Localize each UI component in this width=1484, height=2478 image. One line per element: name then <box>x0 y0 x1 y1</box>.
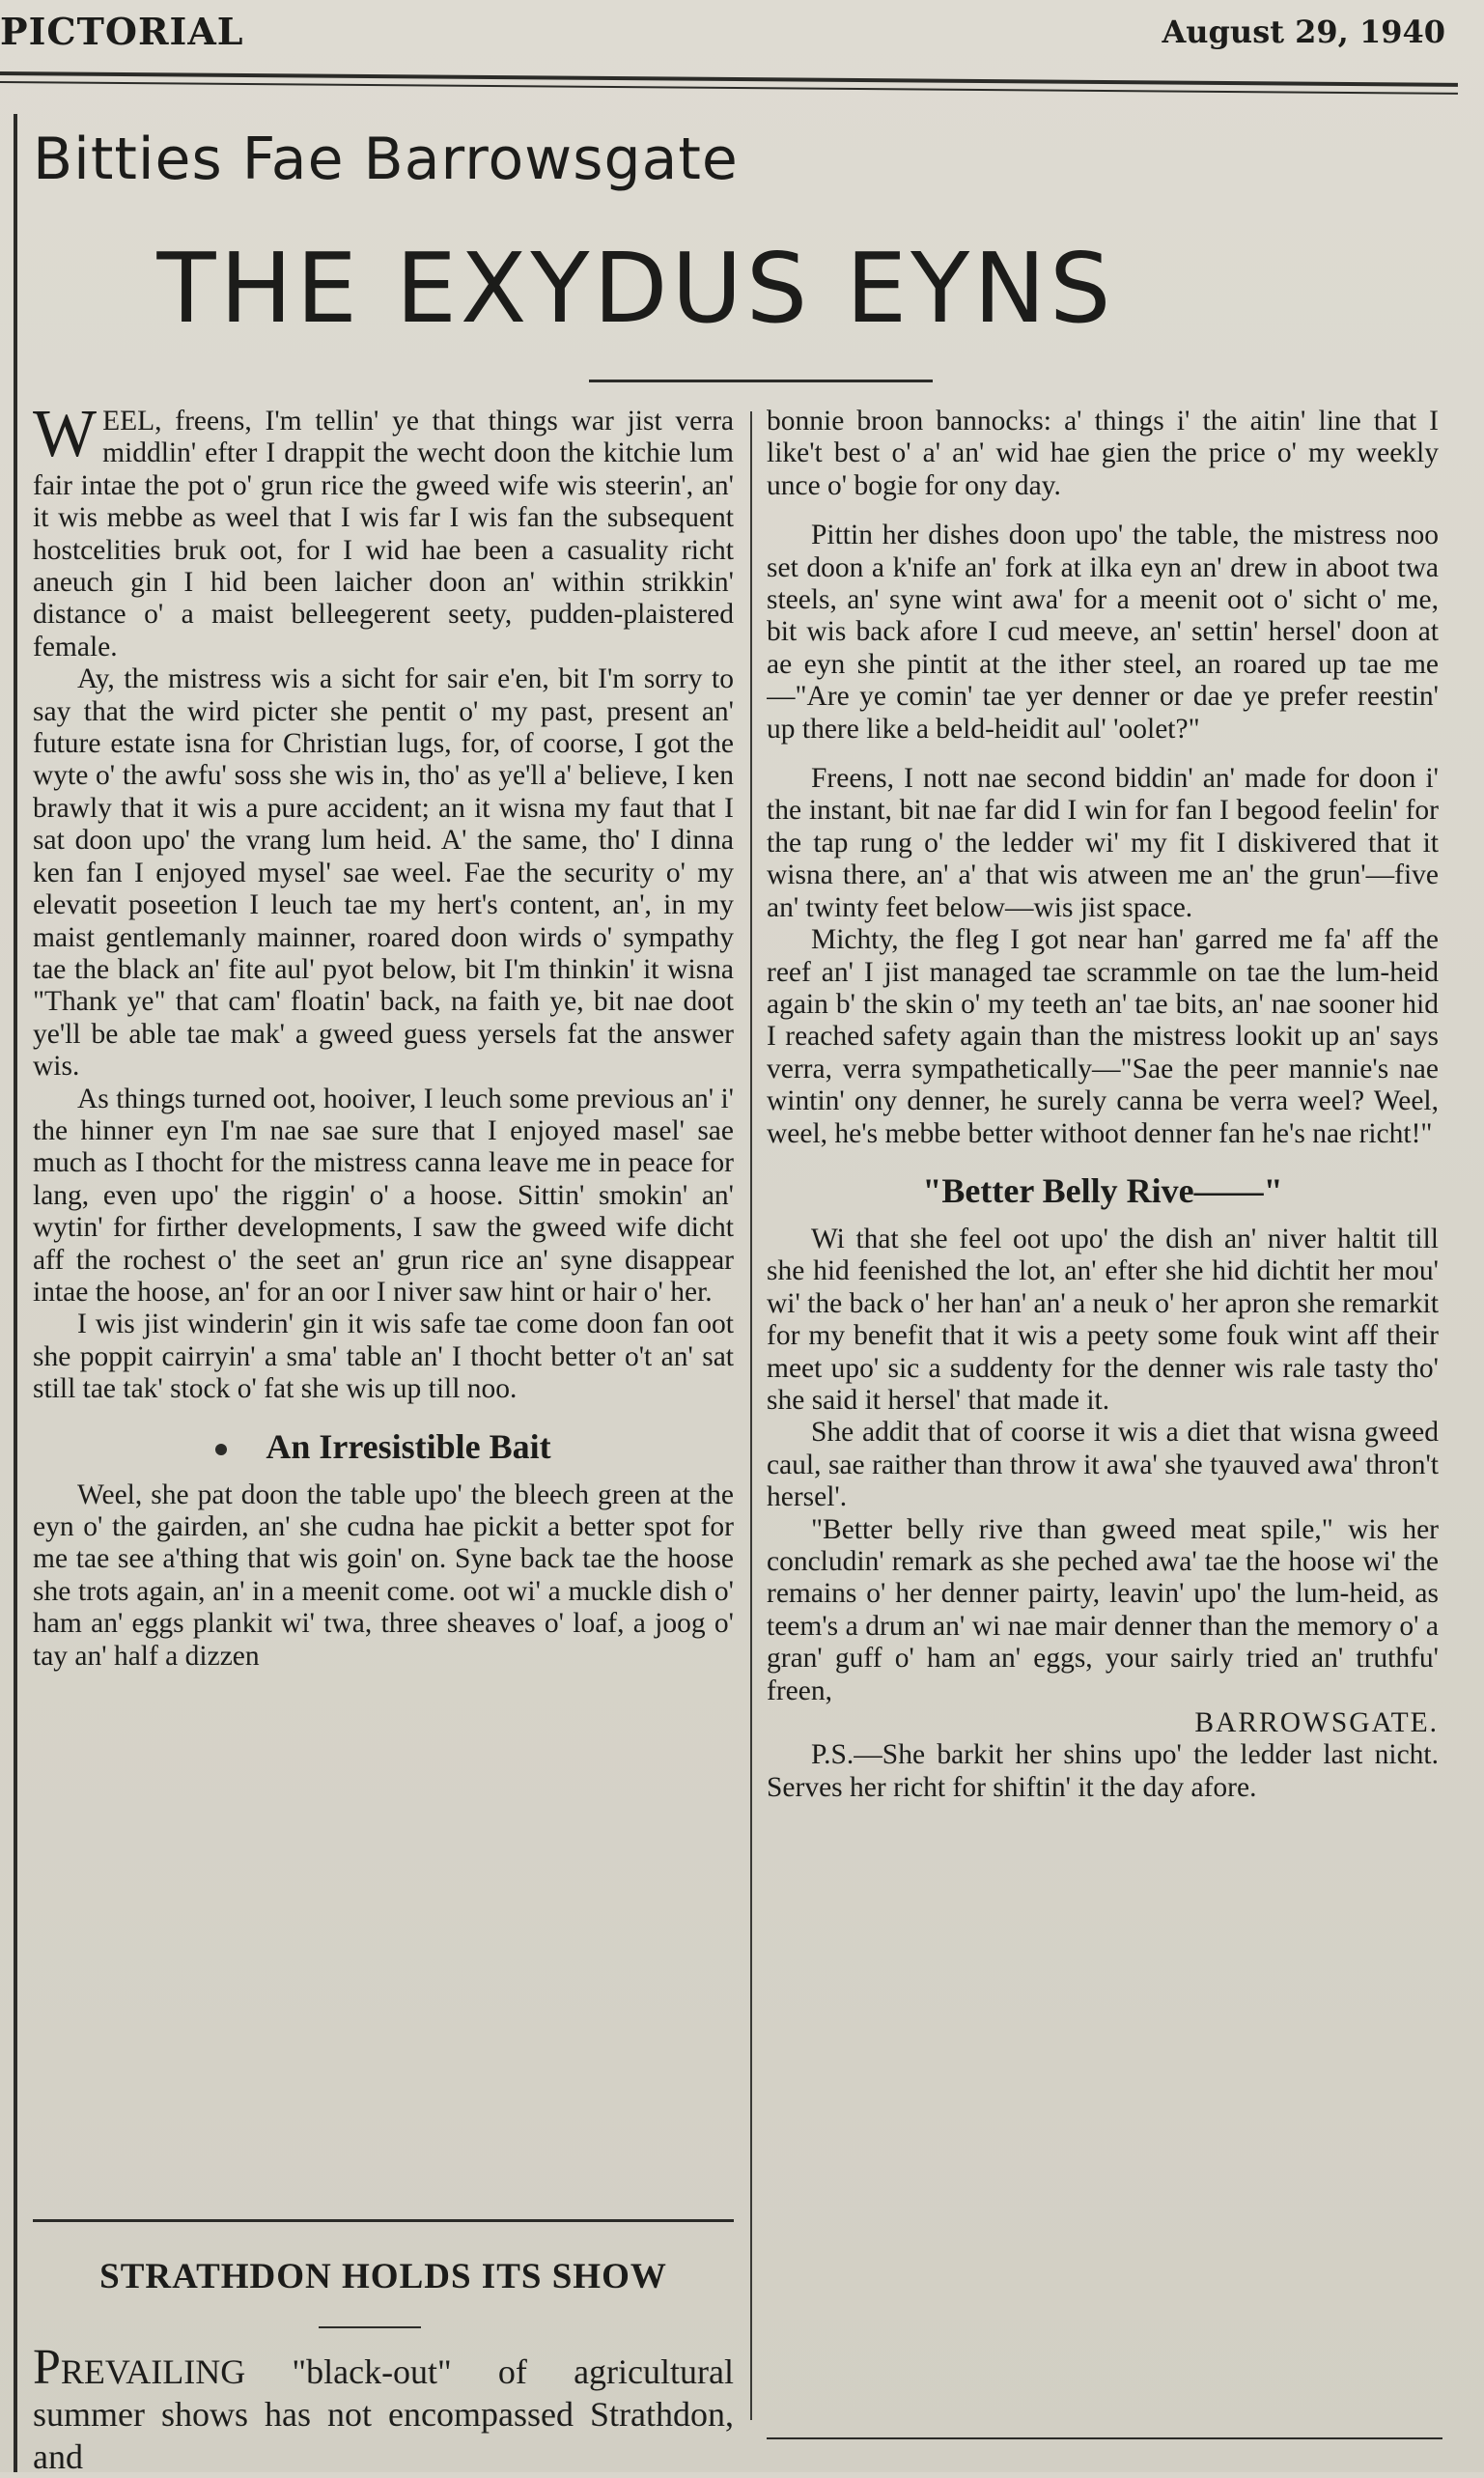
paragraph: Michty, the fleg I got near han' garred me fa' aff the reef an' I jist managed tae scrammle on tae the lum-heid again b' the skin o' my teeth an' tae bits, an' nae sooner hid I reached safety again than the mistress lookit up an' says verra, verra sympathetically—"Sae the peer mannie's nae wintin' ony denner, he surely canna be verra weel? Weel, weel, he's mebbe better withoot denner fan he's nae richt!" <box>767 924 1439 1149</box>
paragraph: Weel, she pat doon the table upo' the bleech green at the eyn o' the gairden, an' she cudna hae pickit a better spot for me tae see a'thing that wis goin' on. Syne back tae the hoose she trots again, an' in a meenit come. oot wi' a muckle dish o' ham an' eggs plankit wi' twa, three sheaves o' loaf, a joog o' tay an' half a dizzen <box>33 1478 734 1672</box>
section-divider <box>33 2219 734 2222</box>
paragraph <box>33 406 734 663</box>
article-headline <box>0 232 1484 345</box>
paragraph: Wi that she feel oot upo' the dish an' niver haltit till she hid feenished the lot, an' efter she hid dichtit her mou' wi' the back o' her han' an' a neuk o' her apron she remarkit for my benefit that it wis a peety some fouk wint aff their meet upo' sic a suddenty for the denner wis rale tasty tho' she said it hersel' that made it. <box>767 1223 1439 1416</box>
signature: BARROWSGATE. <box>1194 1707 1439 1739</box>
paragraph: "Better belly rive than gweed meat spile," wis her concludin' remark as she peched awa' tae the hoose wi' the remains o' her denner pairty, leavin' upo' the lum-heid, as teem's a drum an' wi nae mair denner than the memory o' a gran' guff o' ham an' eggs, your sairly tried an' truthfu' freen, <box>767 1513 1439 1706</box>
issue-date: August 29, 1940 <box>1162 14 1445 50</box>
left-column <box>33 406 734 2366</box>
running-head <box>0 4 1484 58</box>
article-kicker: Bitties Fae Barrowsgate <box>33 126 739 193</box>
postscript: P.S.—She barkit her shins upo' the ledder last nicht. Serves her richt for shiftin' it the day afore. <box>767 1739 1439 1803</box>
strathdon-text: REVAILING "black-out" of agricultural summer shows has not encompassed Strathdon, and <box>33 2352 734 2476</box>
column-separator <box>750 411 752 2420</box>
right-column <box>767 406 1439 2414</box>
paragraph: Pittin her dishes doon upo' the table, the mistress noo set doon a k'nife an' fork at ilka eyn an' drew in aboot twa steels, an' syne wint awa' for a meenit oot o' sicht o' me, bit wis back afore I cud meeve, an' settin' hersel' doon at ae eyn she pintit at the ither steel, an roared up tae me—"Are ye comin' tae yer denner or dae ye prefer reestin' up there like a beld-heidit aul' 'oolet?" <box>767 520 1439 745</box>
drop-cap: P <box>33 2340 61 2395</box>
drop-cap: W <box>33 406 98 471</box>
strathdon-rule <box>319 2326 421 2328</box>
headline-text: THE EXYDUS EYNS <box>156 232 1115 345</box>
subheading <box>33 1425 734 1468</box>
section-label: PICTORIAL <box>0 10 244 53</box>
strathdon-body <box>33 2340 734 2478</box>
left-border-rule <box>14 114 17 2472</box>
paragraph: As things turned oot, hooiver, I leuch some previous an' i' the hinner eyn I'm nae sae sure that I enjoyed masel' sae much as I thocht for the mistress canna leave me in peace for lang, even upo' the riggin' o' a hoose. Sittin' smokin' an' wytin' for firther developments, I saw the gweed wife dicht aff the rochest o' the seet an' grun rice an' syne disappear intae the hoose, an' for an oor I niver saw hint or hair o' her. <box>33 1083 734 1308</box>
paragraph: Ay, the mistress wis a sicht for sair e'en, bit I'm sorry to say that the wird picter she pentit o' my past, present an' future estate isna for Christian lugs, for, of coorse, I got the wyte o' the awfu' soss she wis in, tho' as ye'll a' believe, I ken brawly that it wis a pure accident; an it wisna my faut that I sat doon upo' the vrang lum heid. A' the same, tho' I dinna ken fan I enjoyed mysel' sae weel. Fae the security o' my elevatit poseetion I leuch tae my hert's content, an', in my maist gentlemanly mainner, roared doon wirds o' sympathy tae the black an' fite aul' pyot below, bit I'm thinkin' it wisna "Thank ye" that cam' floatin' back, na faith ye, bit nae doot ye'll be able tae mak' a gweed guess yersels fat the answer wis. <box>33 663 734 1083</box>
paragraph-text: EEL, freens, I'm tellin' ye that things war jist verra middlin' efter I drappit the wecht doon the kitchie lum fair intae the pot o' grun rice the gweed wife wis steerin', an' it wis mebbe as weel that I wis far I wis fan the subsequent hostcelities bruk oot, for I wid hae been a casuality richt aneuch gin I hid been laicher doon an' within strikkin' distance o' a maist belleegerent seety, pudden-plaistered female. <box>33 406 734 662</box>
subheading: "Better Belly Rive——" <box>922 1170 1283 1210</box>
subheading-text: An Irresistible Bait <box>266 1426 551 1466</box>
strathdon-headline: STRATHDON HOLDS ITS SHOW <box>99 2257 667 2296</box>
article-end-rule <box>767 2437 1442 2439</box>
paragraph: I wis jist winderin' gin it wis safe tae come doon fan oot she poppit cairryin' a sma' table an' I thocht better o't an' sat still tae tak' stock o' fat she wis up till noo. <box>33 1309 734 1405</box>
paragraph: Freens, I nott nae second biddin' an' made for doon i' the instant, bit nae far did I win for fan I begood feelin' for the tap rung o' the ledder wi' my fit I diskivered that it wisna there, an' a' that wis atween me an' the grun'—five an' twinty feet below—wis jist space. <box>767 763 1439 923</box>
paragraph: bonnie broon bannocks: a' things i' the aitin' line that I like't best o' a' an' wid hae gien the price o' my weekly unce o' bogie for ony day. <box>767 406 1439 501</box>
paragraph: She addit that of coorse it wis a diet that wisna gweed caul, sae raither than throw it awa' she tyauved awa' thron't hersel'. <box>767 1417 1439 1513</box>
headline-rule <box>589 380 933 382</box>
bullet-ornament-icon <box>215 1444 227 1455</box>
